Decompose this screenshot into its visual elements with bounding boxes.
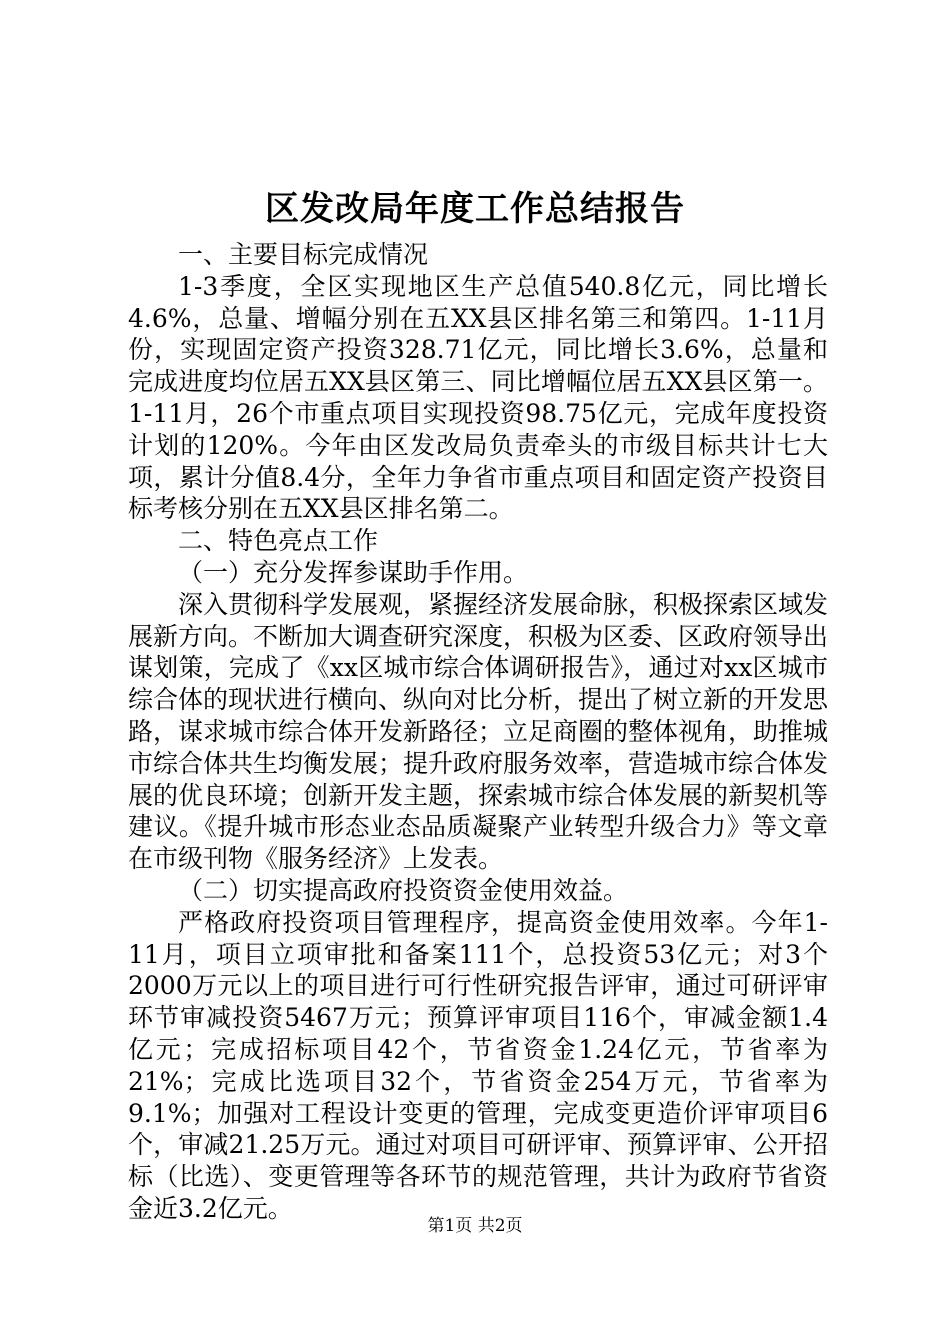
- paragraph-investment: 严格政府投资项目管理程序，提高资金使用效率。今年1-11月，项目立项审批和备案111个，总投资53亿元；对3个2000万元以上的项目进行可行性研究报告评审，通过可研评审环节审减投资5467万元；预算评审项目116个，审减金额1.4亿元；完成招标项目42个，节省资金1.24亿元，节省率为21%；完成比选项目32个，节省资金254万元，节省率为9.1%；加强对工程设计变更的管理，完成变更造价评审项目6个，审减21.25万元。通过对项目可研评审、预算评审、公开招标（比选）、变更管理等各环节的规范管理，共计为政府节省资金近3.2亿元。: [128, 907, 828, 1223]
- page-footer: 第1页 共2页: [427, 1216, 523, 1236]
- paragraph-main-goals: 1-3季度，全区实现地区生产总值540.8亿元，同比增长4.6%，总量、增幅分别在五XX县区排名第三和第四。1-11月份，实现固定资产投资328.71亿元，同比增长3.6%，总量和完成进度均位居五XX县区第三、同比增幅位居五XX县区第一。1-11月，26个市重点项目实现投资98.75亿元，完成年度投资计划的120%。今年由区发改局负责牵头的市级目标共计七大项，累计分值8.4分，全年力争省市重点项目和固定资产投资目标考核分别在五XX县区排名第二。: [128, 271, 828, 524]
- subsection-heading-advisory: （一）充分发挥参谋助手作用。: [178, 557, 529, 587]
- section-heading-main-goals: 一、主要目标完成情况: [178, 240, 429, 269]
- document-title: 区发改局年度工作总结报告: [265, 189, 685, 229]
- subsection-heading-investment: （二）切实提高政府投资资金使用效益。: [178, 875, 629, 905]
- section-heading-highlights: 二、特色亮点工作: [178, 526, 379, 556]
- document-body: [128, 239, 828, 1225]
- paragraph-advisory: 深入贯彻科学发展观，紧握经济发展命脉，积极探索区域发展新方向。不断加大调查研究深度，积极为区委、区政府领导出谋划策，完成了《xx区城市综合体调研报告》，通过对xx区城市综合体的现状进行横向、纵向对比分析，提出了树立新的开发思路，谋求城市综合体开发新路径；立足商圈的整体视角，助推城市综合体共生均衡发展；提升政府服务效率，营造城市综合体发展的优良环境；创新开发主题，探索城市综合体发展的新契机等建议。《提升城市形态业态品质凝聚产业转型升级合力》等文章在市级刊物《服务经济》上发表。: [128, 589, 829, 874]
